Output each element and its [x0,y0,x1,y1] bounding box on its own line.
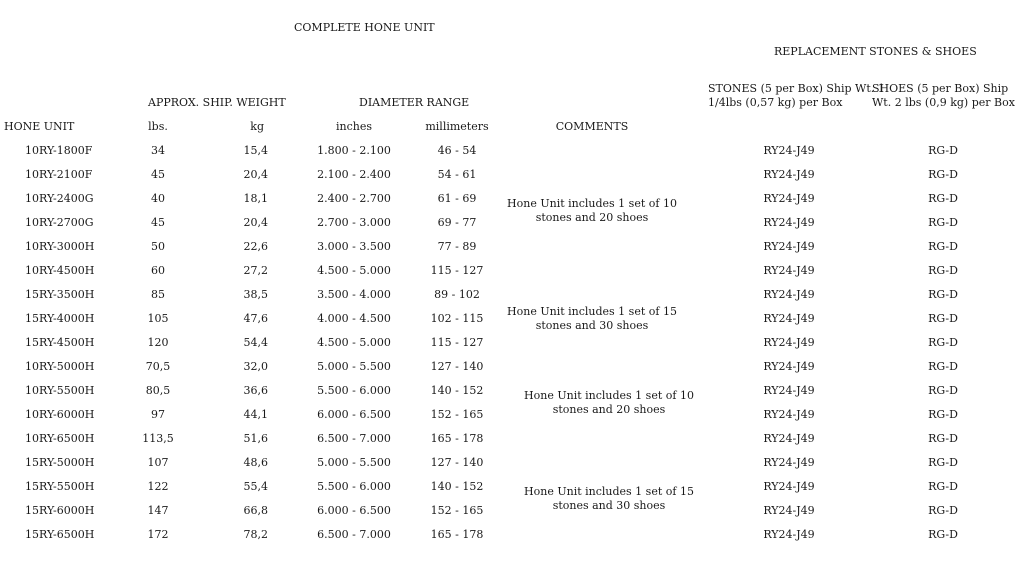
shoes-part-number: RG-D [928,336,958,349]
shoes-header-line2: Wt. 2 lbs (0,9 kg) per Box [872,96,1015,109]
stones-part-number: RY24-J49 [763,144,815,157]
weight-lbs: 107 [147,456,169,469]
weight-lbs: 45 [151,216,165,229]
diameter-inches: 5.000 - 5.500 [317,456,391,469]
stones-part-number: RY24-J49 [763,336,815,349]
diameter-mm: 127 - 140 [430,456,484,469]
diameter-mm: 127 - 140 [430,360,484,373]
table-row [0,240,1019,264]
diameter-mm: 46 - 54 [437,144,477,157]
diameter-mm: 115 - 127 [430,264,484,277]
diameter-mm: 140 - 152 [430,480,484,493]
shoes-part-number: RG-D [928,144,958,157]
weight-kg: 20,4 [243,216,268,229]
diameter-inches: 3.000 - 3.500 [317,240,391,253]
stones-part-number: RY24-J49 [763,384,815,397]
weight-kg: 54,4 [243,336,268,349]
comments-header: COMMENTS [555,120,629,133]
hone-unit-model: 15RY-3500H [25,288,95,301]
diameter-mm: 77 - 89 [437,240,477,253]
shoes-part-number: RG-D [928,456,958,469]
stones-part-number: RY24-J49 [763,192,815,205]
diameter-mm: 115 - 127 [430,336,484,349]
weight-kg: 47,6 [243,312,268,325]
weight-lbs: 50 [151,240,165,253]
weight-kg: 44,1 [243,408,268,421]
stones-part-number: RY24-J49 [763,288,815,301]
replacement-stones-shoes-heading: REPLACEMENT STONES & SHOES [774,45,977,58]
millimeters-header: millimeters [425,120,489,133]
shoes-part-number: RG-D [928,528,958,541]
shoes-header-line1: SHOES (5 per Box) Ship [872,82,1009,95]
hone-unit-model: 10RY-5500H [25,384,95,397]
weight-kg: 15,4 [243,144,268,157]
stones-part-number: RY24-J49 [763,312,815,325]
shoes-part-number: RG-D [928,264,958,277]
diameter-inches: 5.500 - 6.000 [317,384,391,397]
shoes-part-number: RG-D [928,360,958,373]
diameter-inches: 2.100 - 2.400 [317,168,391,181]
hone-unit-model: 10RY-2700G [25,216,94,229]
stones-part-number: RY24-J49 [763,360,815,373]
weight-lbs: 70,5 [145,360,171,373]
table-row [0,144,1019,168]
diameter-mm: 89 - 102 [434,288,480,301]
weight-kg: 32,0 [243,360,268,373]
hone-unit-model: 15RY-5000H [25,456,95,469]
table-row [0,264,1019,288]
weight-kg: 18,1 [243,192,268,205]
stones-part-number: RY24-J49 [763,456,815,469]
hone-unit-model: 10RY-6500H [25,432,95,445]
stones-part-number: RY24-J49 [763,432,815,445]
stones-part-number: RY24-J49 [763,168,815,181]
stones-part-number: RY24-J49 [763,240,815,253]
diameter-mm: 152 - 165 [430,408,484,421]
diameter-mm: 54 - 61 [437,168,477,181]
table-row [0,528,1019,552]
complete-hone-unit-heading: COMPLETE HONE UNIT [294,21,435,34]
approx-ship-weight-header: APPROX. SHIP. WEIGHT [148,96,286,109]
weight-lbs: 113,5 [142,432,174,445]
shoes-part-number: RG-D [928,240,958,253]
diameter-inches: 4.000 - 4.500 [317,312,391,325]
diameter-mm: 165 - 178 [430,432,484,445]
weight-kg: 38,5 [243,288,268,301]
stones-part-number: RY24-J49 [763,504,815,517]
inches-header: inches [335,120,373,133]
hone-unit-header: HONE UNIT [4,120,75,133]
table-row [0,432,1019,456]
weight-kg: 78,2 [243,528,268,541]
diameter-inches: 2.400 - 2.700 [317,192,391,205]
weight-kg: 20,4 [243,168,268,181]
diameter-inches: 6.000 - 6.500 [317,408,391,421]
stones-part-number: RY24-J49 [763,480,815,493]
stones-part-number: RY24-J49 [763,216,815,229]
weight-lbs: 60 [151,264,165,277]
hone-unit-model: 10RY-5000H [25,360,95,373]
shoes-part-number: RG-D [928,312,958,325]
weight-kg: 55,4 [243,480,268,493]
weight-lbs: 97 [151,408,165,421]
shoes-part-number: RG-D [928,216,958,229]
weight-kg: 51,6 [243,432,268,445]
weight-kg: 48,6 [243,456,268,469]
kg-header: kg [250,120,264,133]
shoes-part-number: RG-D [928,192,958,205]
weight-kg: 36,6 [243,384,268,397]
hone-unit-model: 10RY-1800F [25,144,93,157]
comment-group-3: Hone Unit includes 1 set of 10 stones and 20 shoes [524,389,694,416]
weight-kg: 22,6 [243,240,268,253]
weight-lbs: 45 [151,168,165,181]
hone-unit-model: 15RY-4500H [25,336,95,349]
shoes-part-number: RG-D [928,480,958,493]
stones-part-number: RY24-J49 [763,264,815,277]
shoes-part-number: RG-D [928,408,958,421]
table-row [0,360,1019,384]
hone-unit-model: 10RY-2100F [25,168,93,181]
weight-lbs: 40 [151,192,165,205]
diameter-mm: 69 - 77 [437,216,477,229]
comment-group-1: Hone Unit includes 1 set of 10 stones and 20 shoes [507,197,677,224]
diameter-mm: 152 - 165 [430,504,484,517]
weight-lbs: 80,5 [145,384,171,397]
diameter-range-header: DIAMETER RANGE [359,96,470,109]
diameter-inches: 3.500 - 4.000 [317,288,391,301]
stones-part-number: RY24-J49 [763,528,815,541]
comment-group-4: Hone Unit includes 1 set of 15 stones and 30 shoes [524,485,694,512]
diameter-inches: 6.500 - 7.000 [317,432,391,445]
table-row [0,168,1019,192]
diameter-inches: 6.000 - 6.500 [317,504,391,517]
table-row [0,456,1019,480]
hone-unit-model: 10RY-3000H [25,240,95,253]
comment-group-2: Hone Unit includes 1 set of 15 stones and 30 shoes [507,305,677,332]
stones-part-number: RY24-J49 [763,408,815,421]
weight-kg: 27,2 [243,264,268,277]
stones-header-line2: 1/4lbs (0,57 kg) per Box [708,96,843,109]
hone-unit-model: 10RY-2400G [25,192,94,205]
diameter-inches: 2.700 - 3.000 [317,216,391,229]
shoes-part-number: RG-D [928,288,958,301]
weight-lbs: 172 [147,528,169,541]
hone-unit-model: 15RY-4000H [25,312,95,325]
diameter-inches: 5.000 - 5.500 [317,360,391,373]
diameter-mm: 102 - 115 [430,312,484,325]
weight-kg: 66,8 [243,504,268,517]
hone-unit-model: 15RY-6500H [25,528,95,541]
weight-lbs: 34 [151,144,165,157]
shoes-part-number: RG-D [928,384,958,397]
weight-lbs: 85 [151,288,165,301]
table-row [0,336,1019,360]
weight-lbs: 120 [147,336,169,349]
diameter-inches: 6.500 - 7.000 [317,528,391,541]
diameter-mm: 61 - 69 [437,192,477,205]
stones-header-line1: STONES (5 per Box) Ship Wt. 1 [708,82,885,95]
hone-unit-model: 15RY-5500H [25,480,95,493]
lbs-header: lbs. [148,120,168,133]
hone-unit-model: 10RY-6000H [25,408,95,421]
shoes-part-number: RG-D [928,432,958,445]
hone-unit-model: 10RY-4500H [25,264,95,277]
shoes-part-number: RG-D [928,504,958,517]
shoes-part-number: RG-D [928,168,958,181]
hone-unit-model: 15RY-6000H [25,504,95,517]
diameter-inches: 1.800 - 2.100 [317,144,391,157]
weight-lbs: 122 [147,480,169,493]
weight-lbs: 105 [147,312,169,325]
diameter-mm: 140 - 152 [430,384,484,397]
weight-lbs: 147 [147,504,169,517]
diameter-inches: 4.500 - 5.000 [317,264,391,277]
diameter-inches: 4.500 - 5.000 [317,336,391,349]
diameter-mm: 165 - 178 [430,528,484,541]
diameter-inches: 5.500 - 6.000 [317,480,391,493]
